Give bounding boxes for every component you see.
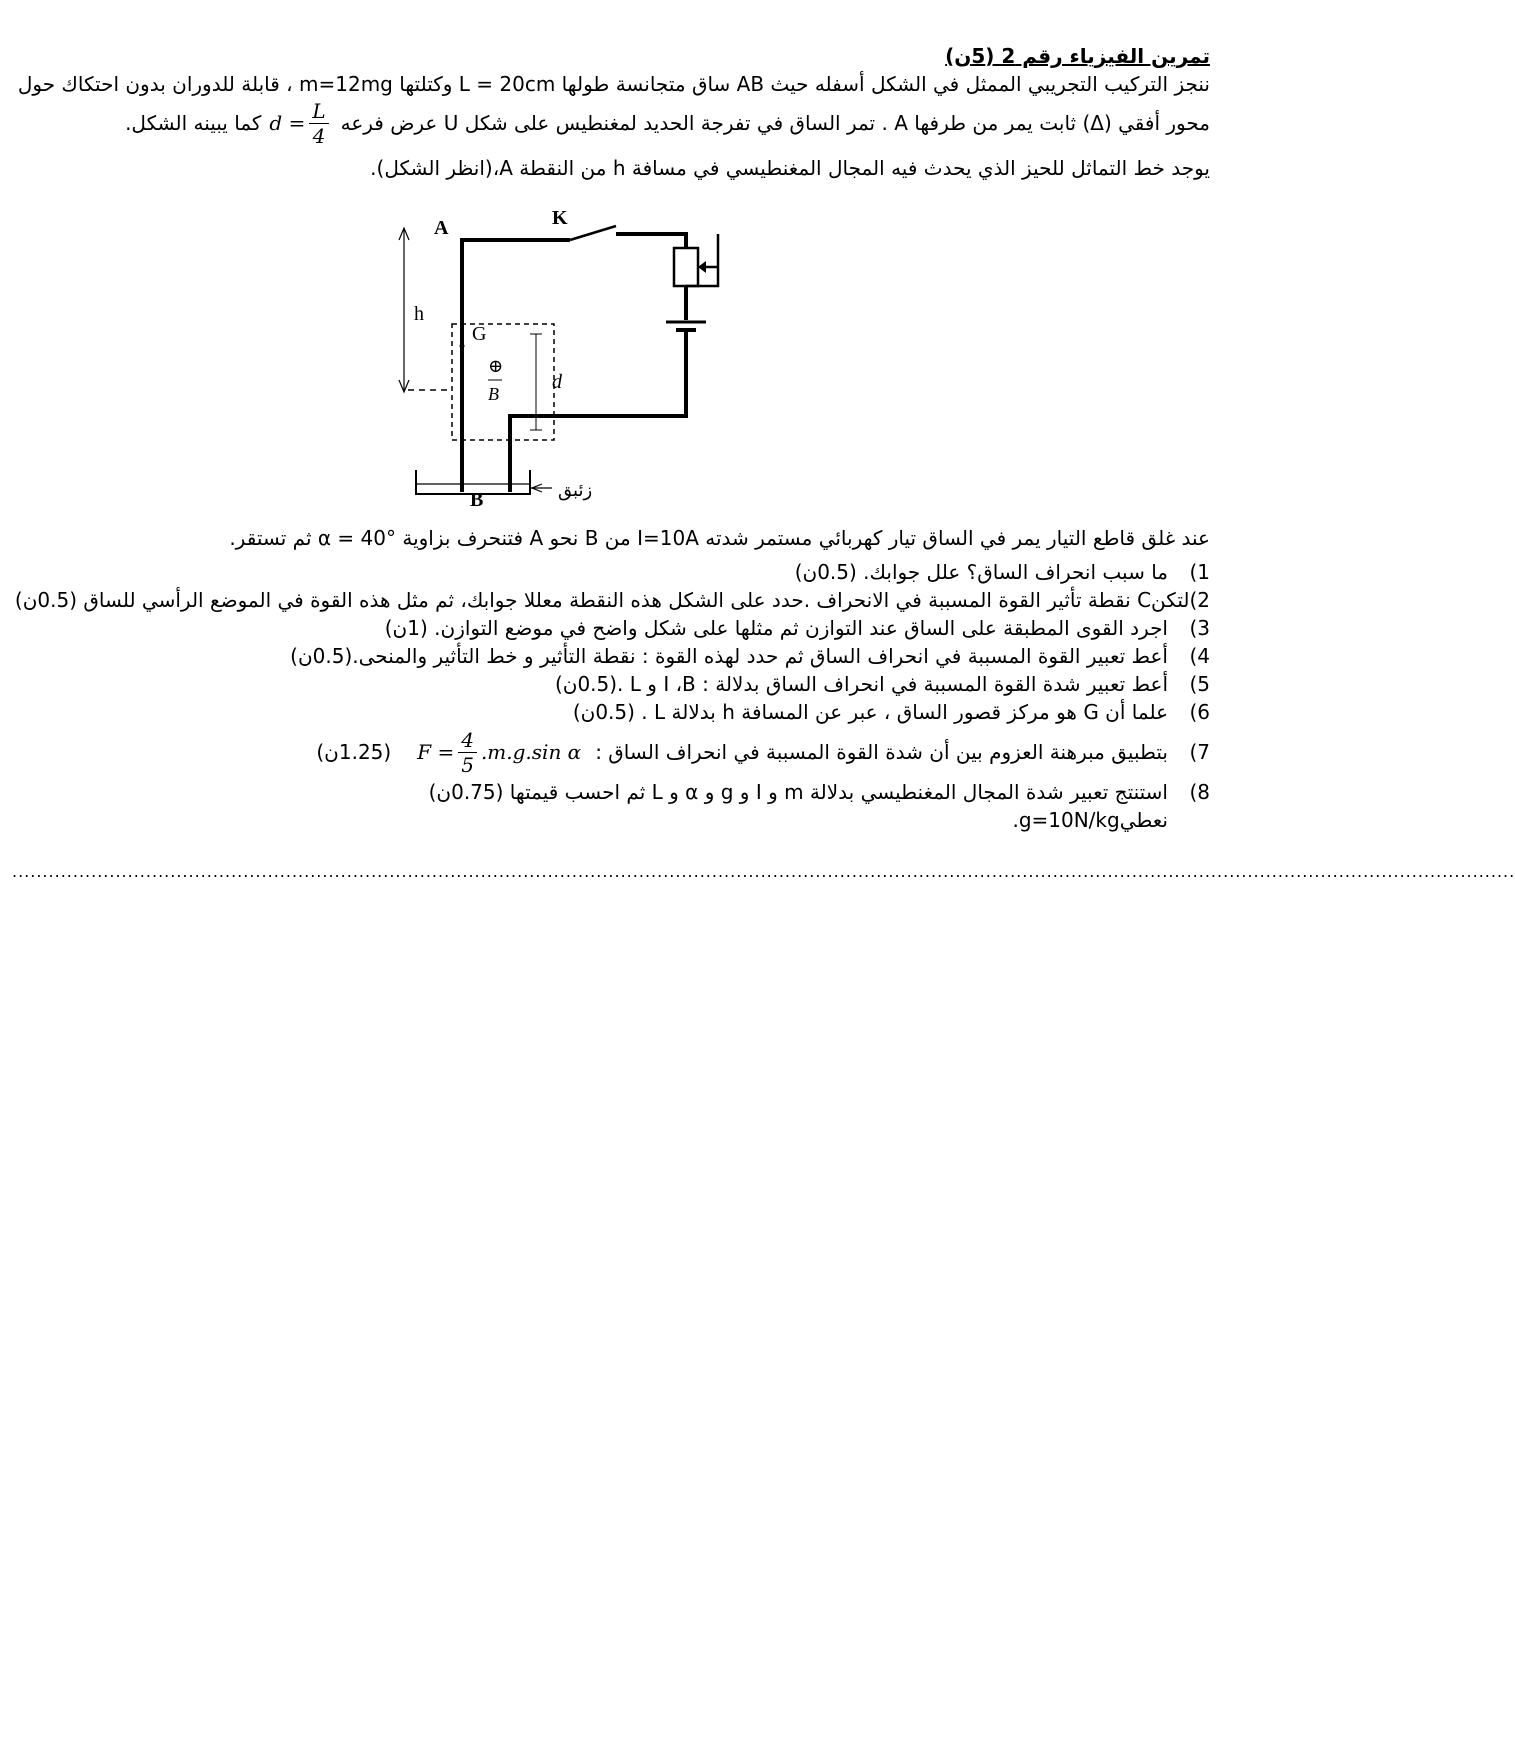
label-G: G — [472, 323, 487, 345]
rheostat — [674, 248, 698, 286]
question-7-points: (1.25ن) — [316, 740, 392, 764]
d-equation-lhs: d = — [269, 111, 306, 135]
question-3 — [60, 614, 1210, 642]
d-equation — [269, 98, 332, 148]
label-B-vector: B — [488, 384, 499, 404]
question-number: 3) — [1189, 616, 1210, 640]
label-h: h — [414, 303, 424, 325]
question-number: 4) — [1189, 644, 1210, 668]
intro-line-1: ننجز التركيب التجريبي الممثل في الشكل أسفله حيث AB ساق متجانسة طولها L = 20cm وكتلتها m=12mg ، قابلة للدوران بدون احتكاك حول — [17, 72, 1210, 96]
intro-line-2-a: محور أفقي (Δ) ثابت يمر من طرفها A . تمر الساق في تفرجة الحديد لمغنطيس على شكل U عرض فرعه — [340, 111, 1210, 135]
label-K: K — [552, 207, 568, 229]
force-fraction-num: 4 — [458, 730, 477, 753]
question-7 — [60, 726, 1210, 778]
question-text: اجرد القوى المطبقة على الساق عند التوازن ثم مثلها على شكل واضح في موضع التوازن. (1ن) — [384, 616, 1168, 640]
question-number: 5) — [1189, 672, 1210, 696]
current-sentence: عند غلق قاطع التيار يمر في الساق تيار كهربائي مستمر شدته I=10A من B نحو A فتنحرف بزاوية α = 40° ثم تستقر. — [229, 526, 1210, 550]
question-number: 6) — [1189, 700, 1210, 724]
force-fraction-den: 5 — [461, 752, 474, 777]
intro-line-2 — [125, 98, 1210, 148]
force-equation-rhs: .m.g.sin α — [480, 740, 582, 764]
separator-dotted-line: ....................................................................................................................................................................................................................................................... — [12, 862, 1515, 881]
d-fraction — [309, 98, 328, 148]
label-B-point: B — [470, 489, 484, 511]
question-text: استنتج تعبير شدة المجال المغنطيسي بدلالة m و I و g و α و L ثم احسب قيمتها (0.75ن) — [428, 780, 1168, 804]
given-g: نعطيg=10N/kg. — [1012, 808, 1168, 832]
label-mercury: زئبق — [558, 480, 593, 500]
label-A: A — [434, 217, 449, 239]
intro-line-2-b: كما يبينه الشكل. — [125, 111, 262, 135]
question-text: أعط تعبير القوة المسببة في انحراف الساق ثم حدد لهذه القوة : نقطة التأثير و خط التأثير والمنحى.(0.5ن) — [290, 644, 1168, 668]
question-8-extra — [60, 806, 1210, 834]
exercise-title: تمرين الفيزياء رقم 2 (5ن) — [945, 44, 1210, 68]
point-G — [460, 344, 465, 349]
question-5 — [60, 670, 1210, 698]
switch-K — [570, 226, 616, 240]
question-1 — [60, 558, 1210, 586]
question-4 — [60, 642, 1210, 670]
questions-list — [14, 558, 1210, 834]
field-into-page-symbol: ⊕ — [488, 356, 504, 376]
d-fraction-den: 4 — [312, 123, 326, 148]
question-text: علما أن G هو مركز قصور الساق ، عبر عن المسافة h بدلالة L . (0.5ن) — [572, 700, 1168, 724]
question-8 — [60, 778, 1210, 806]
question-number: 2) — [1189, 588, 1210, 612]
label-d: d — [552, 371, 562, 393]
magnetic-field-zone — [452, 324, 554, 440]
force-fraction — [458, 727, 477, 777]
force-equation — [417, 727, 582, 777]
intro-line-3: يوجد خط التماثل للحيز الذي يحدث فيه المجال المغنطيسي في مسافة h من النقطة A،(انظر الشكل). — [370, 156, 1210, 180]
question-number: 8) — [1189, 780, 1210, 804]
question-text: أعط تعبير شدة القوة المسببة في انحراف الساق بدلالة : I ،B و L .(0.5ن) — [554, 672, 1168, 696]
question-2 — [14, 586, 1210, 614]
question-6 — [60, 698, 1210, 726]
question-number: 7) — [1189, 740, 1210, 764]
question-text: ما سبب انحراف الساق؟ علل جوابك. (0.5ن) — [794, 560, 1168, 584]
question-text: لتكنC نقطة تأثير القوة المسببة في الانحراف .حدد على الشكل هذه النقطة معللا جوابك، ثم مثل هذه القوة في الموضع الرأسي للساق (0.5ن) — [14, 588, 1190, 612]
question-number: 1) — [1189, 560, 1210, 584]
circuit-figure — [380, 200, 820, 520]
d-fraction-num: L — [309, 101, 328, 124]
force-equation-lhs: F = — [417, 740, 455, 764]
question-text: بتطبيق مبرهنة العزوم بين أن شدة القوة المسببة في انحراف الساق : — [595, 740, 1168, 764]
